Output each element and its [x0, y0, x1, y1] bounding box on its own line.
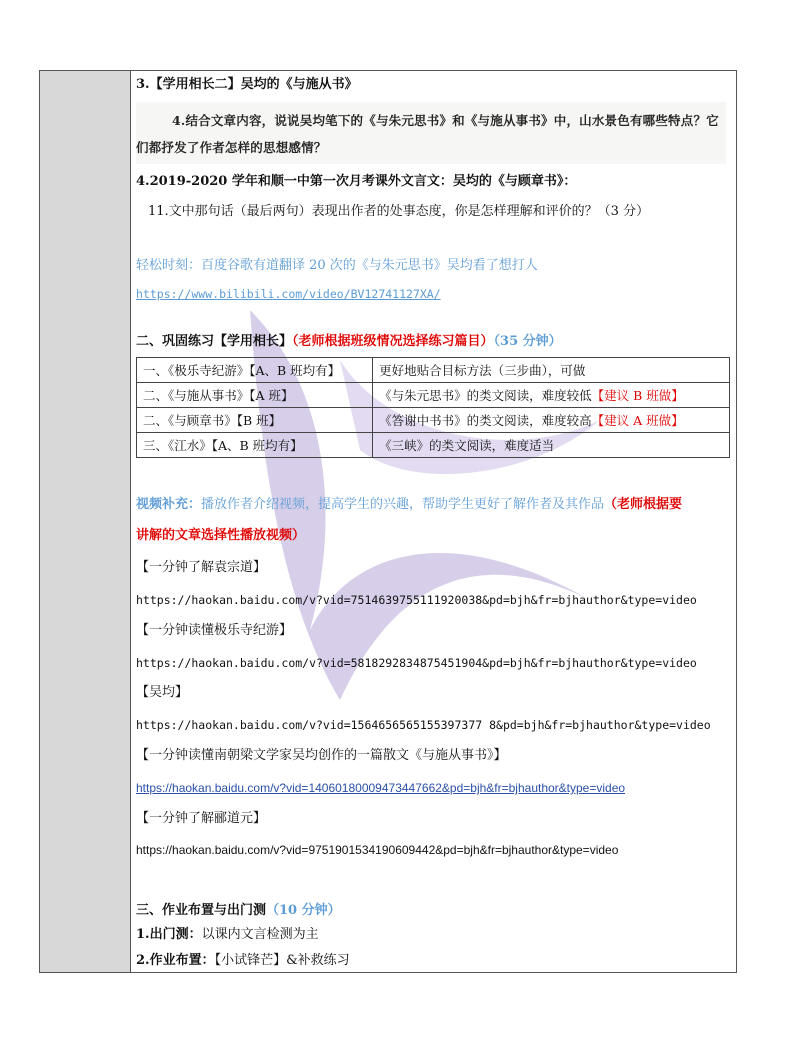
exit-test-label: 1.出门测：: [136, 927, 202, 942]
exit-test: [136, 926, 319, 944]
table-row: [137, 358, 730, 383]
exercise-name: 二、《与顾章书》【B 班】: [137, 408, 373, 433]
relax-label: 轻松时刻：百度谷歌有道翻译 20 次的《与朱元思书》吴均看了想打人: [136, 258, 538, 273]
video-url-5[interactable]: https://haokan.baidu.com/v?vid=9751901534190609442&pd=bjh&fr=bjhauthor&type=video: [136, 843, 619, 857]
section3-heading: [136, 902, 341, 920]
video-note-b: 讲解的文章选择性播放视频）: [136, 528, 306, 543]
video-title-4: 【一分钟读懂南朝梁文学家吴均创作的一篇散文《与施从事书》】: [136, 748, 507, 763]
exercise-desc: [373, 358, 730, 383]
section2-time: （35 分钟）: [493, 334, 562, 349]
video-note-a: （老师根据要: [604, 497, 683, 512]
table-row: [137, 433, 730, 458]
exercise-name: 二、《与施从事书》【A 班】: [137, 383, 373, 408]
item3-title: 3.【学用相长二】吴均的《与施从书》: [136, 77, 358, 92]
exercise-desc-text: 《与朱元思书》的类文阅读，难度较低: [379, 388, 592, 403]
scan-line-2: 们都抒发了作者怎样的思想感情？: [136, 140, 327, 155]
video-title-1: 【一分钟了解袁宗道】: [136, 560, 267, 575]
video-title-3: 【吴均】: [136, 685, 189, 700]
section2-title: 二、巩固练习【学用相长】: [136, 334, 293, 349]
relax-link[interactable]: https://www.bilibili.com/video/BV12741127XA/: [136, 287, 441, 301]
exercise-suggest: 【建议 B 班做】: [591, 388, 684, 403]
exercise-desc-text: 《答谢中书书》的类文阅读，难度较高: [379, 413, 592, 428]
exercise-table: [136, 357, 730, 458]
exercise-name: 三、《江水》【A、B 班均有】: [137, 433, 373, 458]
exercise-desc: [373, 408, 730, 433]
scan-line-1: 4.结合文章内容，说说吴均笔下的《与朱元思书》和《与施从事书》中，山水景色有哪些特点？它: [172, 113, 719, 128]
section3-title: 三、作业布置与出门测: [136, 903, 267, 918]
table-row: [137, 408, 730, 433]
section2-note: （老师根据班级情况选择练习篇目）: [292, 334, 494, 349]
item4-title: 4.2019-2020 学年和顺一中第一次月考课外文言文：吴均的《与顾章书》：: [136, 174, 577, 189]
exercise-desc: [373, 383, 730, 408]
video-url-1[interactable]: https://haokan.baidu.com/v?vid=7514639755111920038&pd=bjh&fr=bjhauthor&type=video: [136, 593, 697, 607]
video-intro: [136, 496, 682, 514]
video-url-3[interactable]: https://haokan.baidu.com/v?vid=1564656565155397377 8&pd=bjh&fr=bjhauthor&type=video: [136, 718, 711, 732]
video-label: 视频补充：: [136, 497, 202, 512]
table-row: [137, 383, 730, 408]
exercise-desc: [373, 433, 730, 458]
exercise-name: 一、《极乐寺纪游》【A、B 班均有】: [137, 358, 373, 383]
homework: [136, 952, 350, 970]
section3-time: （10 分钟）: [266, 903, 341, 918]
exercise-suggest: 【建议 A 班做】: [591, 413, 684, 428]
video-title-2: 【一分钟读懂极乐寺纪游】: [136, 623, 293, 638]
video-url-2[interactable]: https://haokan.baidu.com/v?vid=5818292834875451904&pd=bjh&fr=bjhauthor&type=video: [136, 656, 697, 670]
homework-text: 【小试锋芒】&补救练习: [214, 953, 350, 968]
exit-test-text: 以课内文言检测为主: [201, 927, 319, 942]
video-text: 播放作者介绍视频，提高学生的兴趣，帮助学生更好了解作者及其作品: [201, 497, 605, 512]
item4-question: 11.文中那句话（最后两句）表现出作者的处事态度，你是怎样理解和评价的？（3 分）: [148, 204, 650, 219]
section2-heading: [136, 333, 562, 351]
exercise-desc-text: 《三峡》的类文阅读，难度适当: [379, 438, 555, 453]
exercise-desc-text: 更好地贴合目标方法（三步曲），可做: [379, 363, 586, 378]
homework-label: 2.作业布置：: [136, 953, 215, 968]
scanned-question: [136, 102, 726, 164]
video-title-5: 【一分钟了解郦道元】: [136, 811, 267, 826]
video-url-4[interactable]: https://haokan.baidu.com/v?vid=14060180009473447662&pd=bjh&fr=bjhauthor&type=video: [136, 781, 626, 795]
